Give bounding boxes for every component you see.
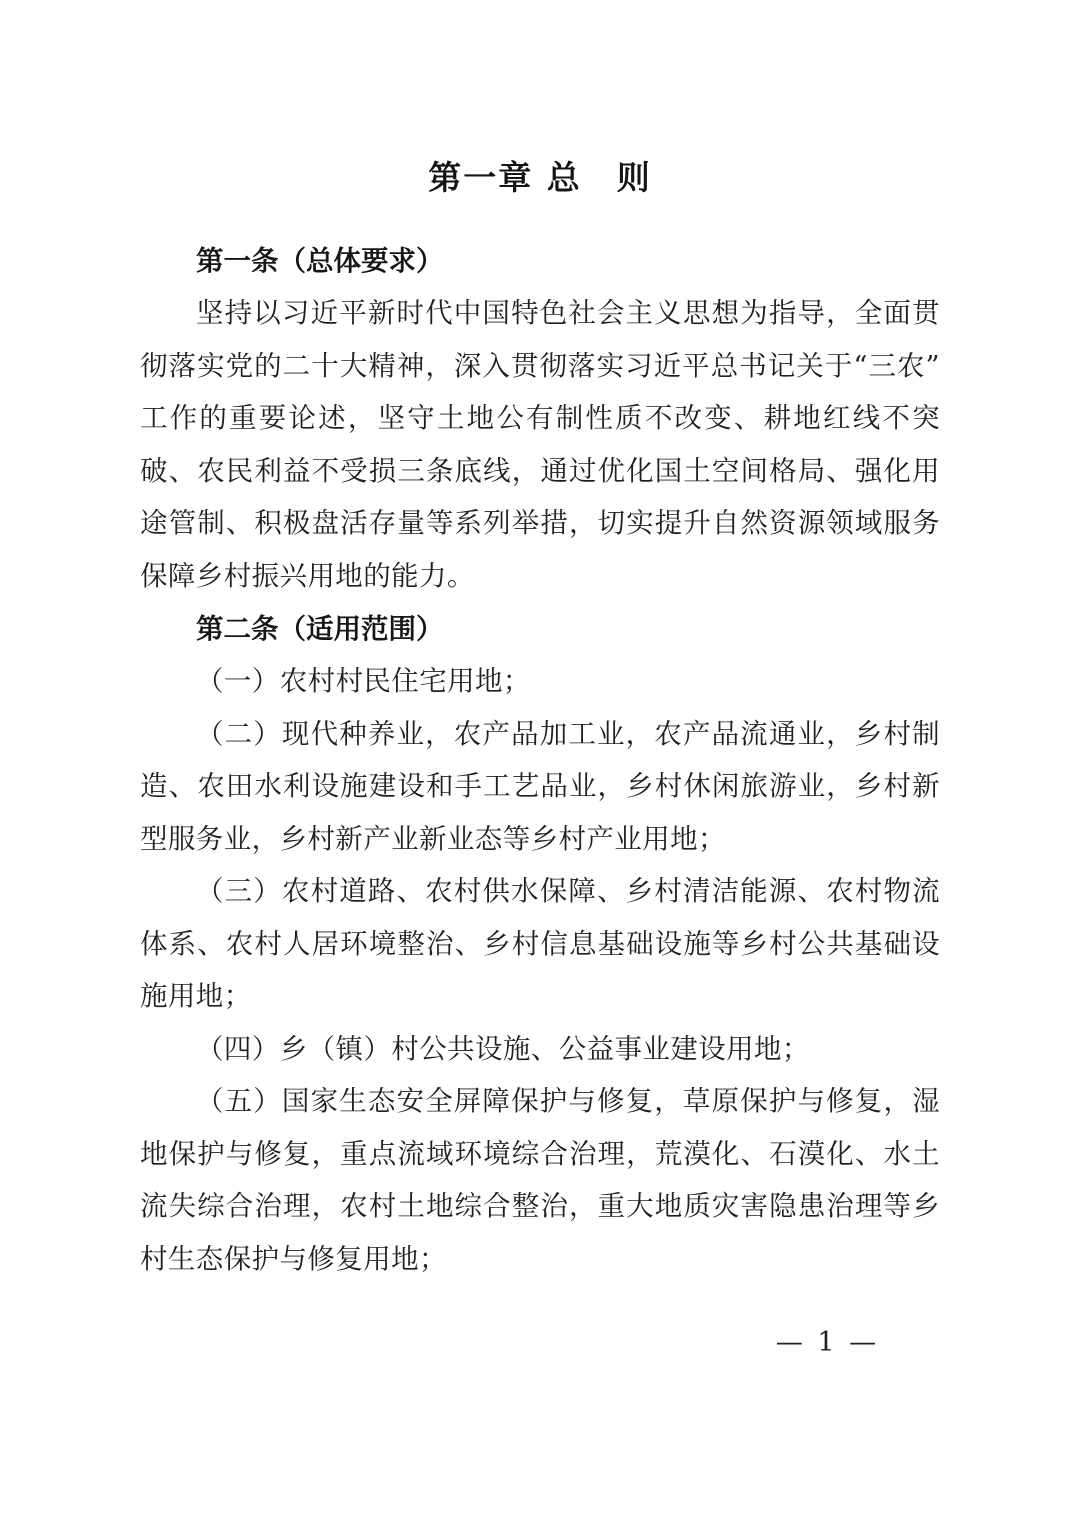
article-heading-1: 第一条（总体要求） xyxy=(196,245,444,276)
article-2-item-1: （一）农村村民住宅用地； xyxy=(196,665,531,697)
page-footer xyxy=(0,1327,1080,1358)
article-2-item-3: （三）农村道路、农村供水保障、乡村清洁能源、农村物流体系、农村人居环境整治、乡村信息基础设施等乡村公共基础设施用地； xyxy=(140,875,940,1012)
page-number: — 1 — xyxy=(775,1327,880,1358)
article-2-item-4: （四）乡（镇）村公共设施、公益事业建设用地； xyxy=(196,1032,810,1065)
article-1-paragraph-1: 坚持以习近平新时代中国特色社会主义思想为指导，全面贯彻落实党的二十大精神，深入贯彻落实习近平总书记关于“三农”工作的重要论述，坚守土地公有制性质不改变、耕地红线不突破、农民利益不受损三条底线，通过优化国土空间格局、强化用途管制、积极盘活存量等系列举措，切实提升自然资源领域服务保障乡村振兴用地的能力。 xyxy=(140,297,940,592)
page-content xyxy=(140,152,940,1285)
article-heading-2: 第二条（适用范围） xyxy=(196,613,444,644)
article-2-item-5: （五）国家生态安全屏障保护与修复，草原保护与修复，湿地保护与修复，重点流域环境综合治理，荒漠化、石漠化、水土流失综合治理，农村土地综合整治，重大地质灾害隐患治理等乡村生态保护与修复用地； xyxy=(140,1085,940,1275)
article-2-item-2: （二）现代种养业，农产品加工业，农产品流通业，乡村制造、农田水利设施建设和手工艺品业，乡村休闲旅游业，乡村新型服务业，乡村新产业新业态等乡村产业用地； xyxy=(140,717,940,855)
chapter-title: 第一章 总 则 xyxy=(428,158,652,197)
